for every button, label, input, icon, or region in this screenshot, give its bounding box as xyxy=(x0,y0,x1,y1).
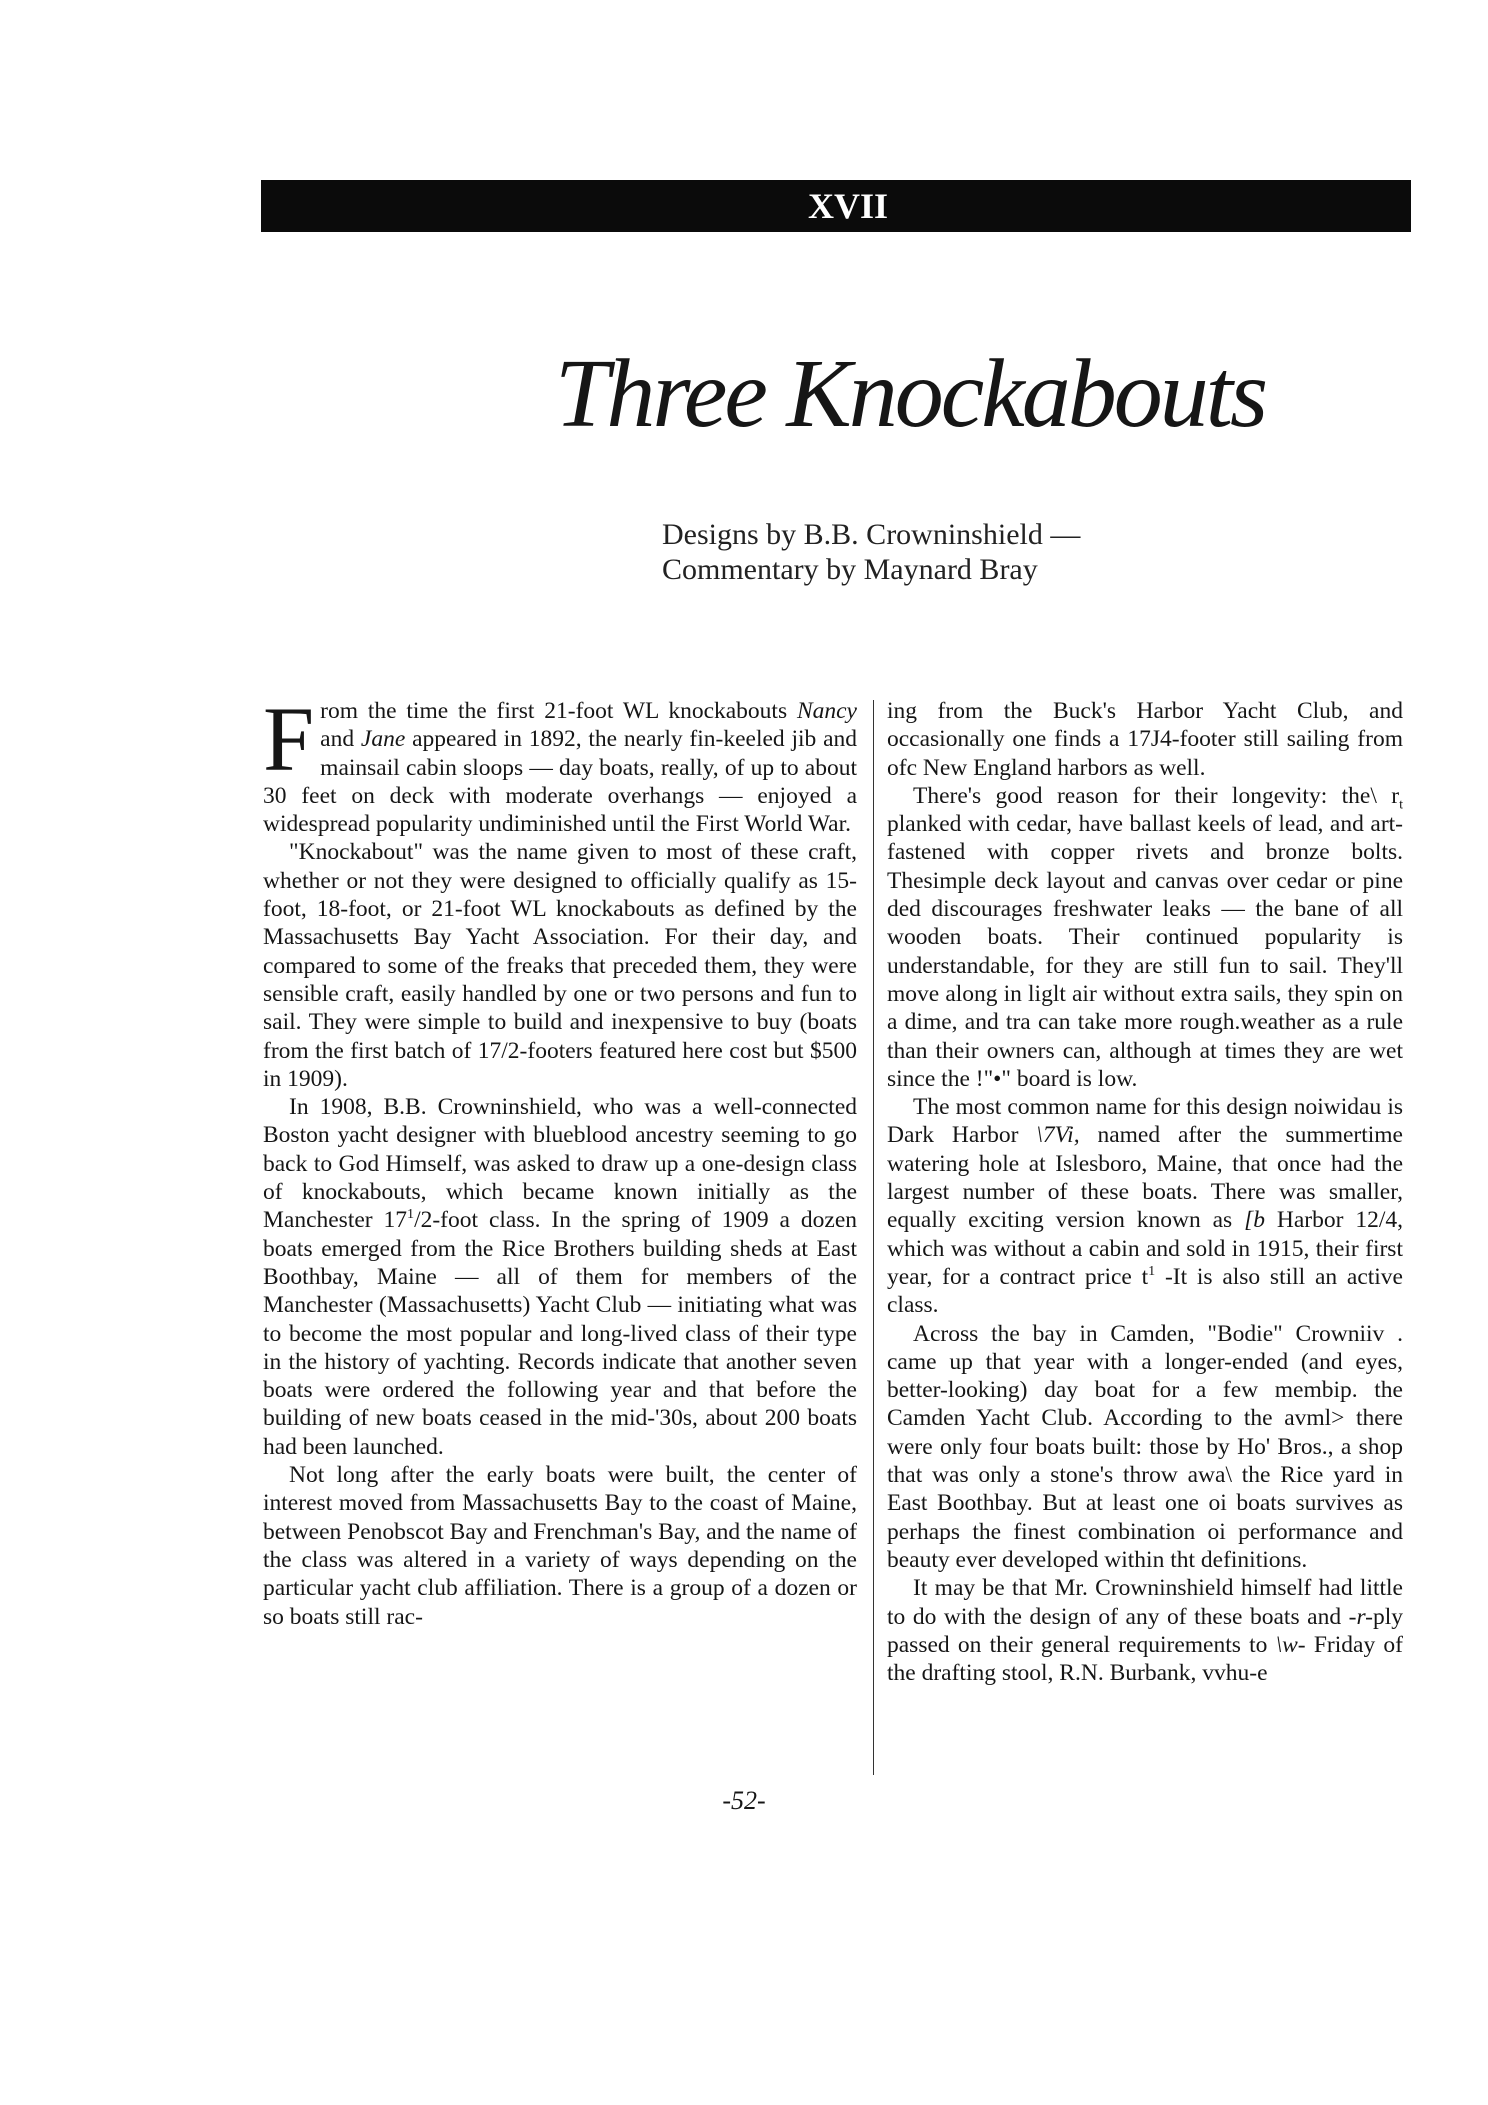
boat-name: Jane xyxy=(360,726,406,753)
byline xyxy=(662,517,1080,587)
paragraph xyxy=(263,1093,857,1461)
paragraph: Across the bay in Camden, "Bodie" Crowniiv . came up that year with a longer-ended (and eyes, better-looking) day boat for a few membip. the Camden Yacht Club. According to the avml> there were only four boats built: those by Ho' Bros., a shop that was only a stone's throw awa\ the Rice yard in East Boothbay. But at least one oi boats survives as perhaps the finest combination oi performance and beauty ever developed within tht definitions. xyxy=(887,1320,1403,1573)
text-run: In 1908, B.B. Crowninshield, who was a well-connected Boston yacht designer with blueblood ancestry seeming to go back to God Himself, was asked to draw up a one-design class of knockabouts, which became known initially as the Manchester 17 xyxy=(263,1094,857,1234)
italic-run: -r- xyxy=(1348,1603,1373,1630)
drop-cap: F xyxy=(263,688,315,790)
boat-name: Nancy xyxy=(796,698,857,724)
text-run: rom the time the first 21-foot WL knockabouts xyxy=(320,698,797,724)
text-run: The most common name for this design noiwidau is Dark Harbor xyxy=(887,1094,1403,1149)
italic-run: \w- xyxy=(1275,1631,1306,1658)
page-number: -52- xyxy=(722,1786,766,1815)
text-run: It may be that Mr. Crowninshield himself had little to do with the design of any of these boats and xyxy=(887,1575,1403,1630)
paragraph xyxy=(887,1093,1403,1319)
superscript: 1 xyxy=(407,1206,415,1223)
text-run: Harbor 12/4, which was without a cabin and sold in 1915, their first year, for a contract price t xyxy=(887,1207,1403,1290)
text-run: planked with cedar, have ballast keels of lead, and art-fastened with copper rivets and bronze bolts. Thesimple deck layout and canvas over cedar or pine ded discourages freshwater leaks — the bane of all wooden boats. Their continued popularity is understandable, for they are still fun to sail. They'll move along in liglt air without extra sails, they spin on a dime, and tra can take more rough.weather as a rule than their owners can, although at times they are wet since the !"•" board is low. xyxy=(887,811,1403,1092)
subscript: t xyxy=(1399,796,1403,813)
superscript: 1 xyxy=(1148,1263,1156,1280)
paragraph xyxy=(887,782,1403,1093)
text-run: -It is also still an active class. xyxy=(887,1263,1403,1319)
text-run: named after the summertime watering hole at Islesboro, Maine, that once had the largest number of these boats. There was smaller, equally exciting version known as xyxy=(887,1122,1403,1234)
chapter-title: Three Knockabouts xyxy=(554,340,1266,448)
text-run: Friday of the drafting stool, R.N. Burbank, vvhu-e xyxy=(887,1631,1403,1687)
text-run: and xyxy=(320,726,361,753)
paragraph: ing from the Buck's Harbor Yacht Club, and occasionally one finds a 17J4-footer still sailing from ofc New England harbors as well. xyxy=(887,698,1403,781)
column-divider xyxy=(873,700,874,1775)
paragraph: "Knockabout" was the name given to most of these craft, whether or not they were designed to officially qualify as 15-foot, 18-foot, or 21-foot WL knockabouts as defined by the Massachusetts Bay Yacht Association. For their day, and compared to some of the freaks that preceded them, they were sensible craft, easily handled by one or two persons and fun to sail. They were simple to build and inexpensive to buy (boats from the first batch of 17/2-footers featured here cost but $500 in 1909). xyxy=(263,839,857,1092)
text-run: ply passed on their general requirements to xyxy=(887,1603,1403,1658)
paragraph xyxy=(263,688,857,838)
byline-commentator: Commentary by Maynard Bray xyxy=(662,553,1038,586)
text-run: appeared in 1892, the nearly fin-keeled jib and mainsail cabin sloops — day boats, really, of up to about 30 feet on deck with moderate overhangs — enjoyed a widespread popularity undiminished until the First World War. xyxy=(263,726,857,838)
text-run: There's good reason for their longevity: the\ r xyxy=(913,782,1400,809)
paragraph: Not long after the early boats were built, the center of interest moved from Massachusetts Bay to the coast of Maine, between Penobscot Bay and Frenchman's Bay, and the name of the class was altered in a variety of ways depending on the particular yacht club affiliation. There is a group of a dozen or so boats still rac- xyxy=(263,1462,857,1630)
left-column xyxy=(263,688,857,1631)
right-column xyxy=(887,697,1403,1687)
byline-designer: Designs by B.B. Crowninshield — xyxy=(662,518,1081,551)
italic-run: \7Vi, xyxy=(1036,1122,1080,1149)
paragraph xyxy=(887,1574,1403,1687)
chapter-numeral: XVII xyxy=(807,186,888,226)
text-run: /2-foot class. In the spring of 1909 a dozen boats emerged from the Rice Brothers building sheds at East Boothbay, Maine — all of them for members of the Manchester (Massachusetts) Yacht Club — initiating what was to become the most popular and long-lived class of their type in the history of yachting. Records indicate that another seven boats were ordered the following year and that before the building of new boats ceased in the mid-'30s, about 200 boats had been launched. xyxy=(263,1207,857,1460)
italic-run: [b xyxy=(1244,1207,1265,1234)
chapter-number-bar xyxy=(261,180,1411,232)
